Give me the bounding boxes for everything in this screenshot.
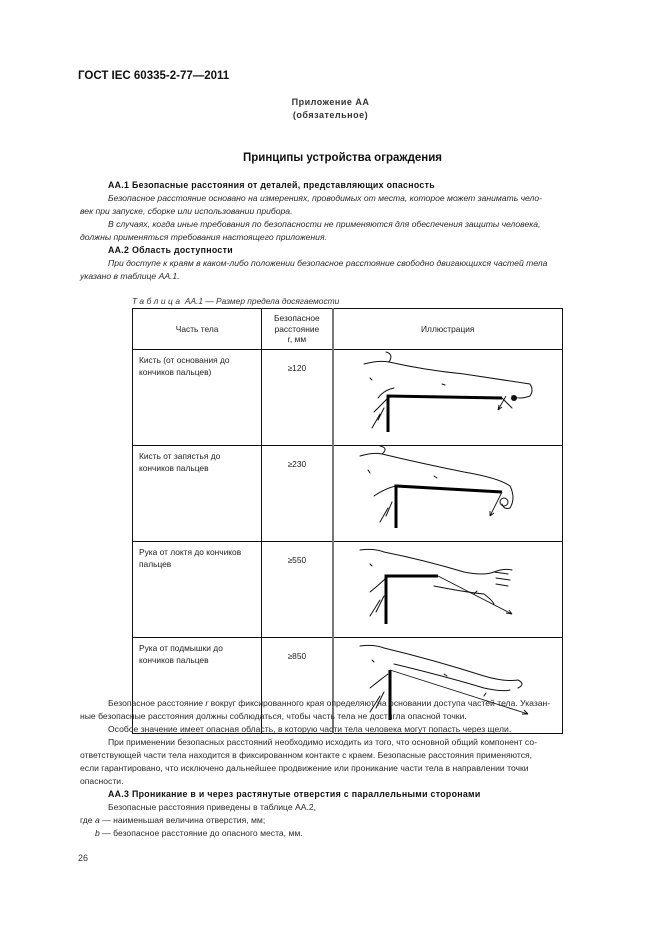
header-illustration: Иллюстрация [333, 309, 563, 350]
definition-a: где a — наименьшая величина отверстия, мм; [80, 815, 266, 825]
section-aa3-heading: АА.3 Проникание в и через растянутые отверстия с параллельными сторонами [108, 789, 481, 799]
section-aa1-paragraph-1: Безопасное расстояние основано на измерениях, проводимых от места, которое может занимать чело- век при запуске, сборке или использовании прибора. [80, 193, 543, 216]
section-aa1 [80, 179, 613, 283]
forearm-over-edge-icon [334, 542, 562, 624]
cell-body-part: Кисть от запястья до кончиков пальцев [133, 446, 262, 542]
cell-safe-distance: ≥850 [262, 638, 333, 734]
page-number: 26 [78, 853, 89, 863]
hand-from-wrist-over-edge-icon [334, 446, 562, 528]
cell-illustration [333, 446, 563, 542]
table-row [133, 350, 563, 446]
document-code: ГОСТ IEC 60335-2-77—2011 [78, 70, 230, 82]
annex-heading [0, 96, 661, 122]
table-row [133, 446, 563, 542]
cell-safe-distance: ≥230 [262, 446, 333, 542]
header-safe-distance: Безопасное расстояние r, мм [262, 309, 333, 350]
annex-status: (обязательное) [292, 110, 369, 120]
cell-illustration [333, 542, 563, 638]
cell-body-part: Кисть (от основания до кончиков пальцев) [133, 350, 262, 446]
table-caption: Таблица АА.1 — Размер предела досягаемости [132, 296, 340, 306]
page-title: Принципы устройства ограждения [242, 152, 442, 164]
section-aa2-paragraph: При доступе к краям в каком-либо положении безопасное расстояние свободно двигающихся частей тела указано в таблице АА.1. [80, 258, 548, 281]
cell-illustration [333, 350, 563, 446]
section-aa1-heading: АА.1 Безопасные расстояния от деталей, представляющих опасность [108, 180, 435, 190]
paragraph-safe-distance-r: Безопасное расстояние r вокруг фиксированного края определяют на основании доступа частей тела. Указан- ные безопасные расстояния должны соблюдаться, чтобы часть тела не достигла опасной точки. [80, 698, 551, 721]
definition-b: b — безопасное расстояние до опасного места, мм. [95, 828, 303, 838]
after-table-text [80, 697, 613, 840]
header-body-part: Часть тела [133, 309, 262, 350]
fist-over-edge-icon [334, 350, 562, 432]
annex-title: Приложение АА [291, 97, 370, 107]
paragraph-applying-distances: При применении безопасных расстояний необходимо исходить из того, что основной общий компонент со- ответствующей части тела находится в фиксированном контакте с краем. Безопасные расстояния применяются, если гарантировано, что исключено дальнейшее продвижение или проникание части тела в направлении точки опасности. [80, 737, 537, 786]
cell-body-part: Рука от подмышки до кончиков пальцев [133, 638, 262, 734]
paragraph-danger-area: Особое значение имеет опасная область, в которую части тела человека могут попасть через щели. [108, 724, 512, 734]
section-aa1-paragraph-2: В случаях, когда иные требования по безопасности не применяются для обеспечения защиты человека, должны применяться требования настоящего приложения. [80, 219, 541, 242]
cell-body-part: Рука от локтя до кончиков пальцев [133, 542, 262, 638]
section-aa3-paragraph: Безопасные расстояния приведены в таблице АА.2, [108, 802, 317, 812]
table-header-row [133, 309, 563, 350]
reach-limit-table [132, 308, 563, 734]
cell-safe-distance: ≥550 [262, 542, 333, 638]
section-aa2-heading: АА.2 Область доступности [108, 245, 233, 255]
cell-safe-distance: ≥120 [262, 350, 333, 446]
table-row [133, 542, 563, 638]
